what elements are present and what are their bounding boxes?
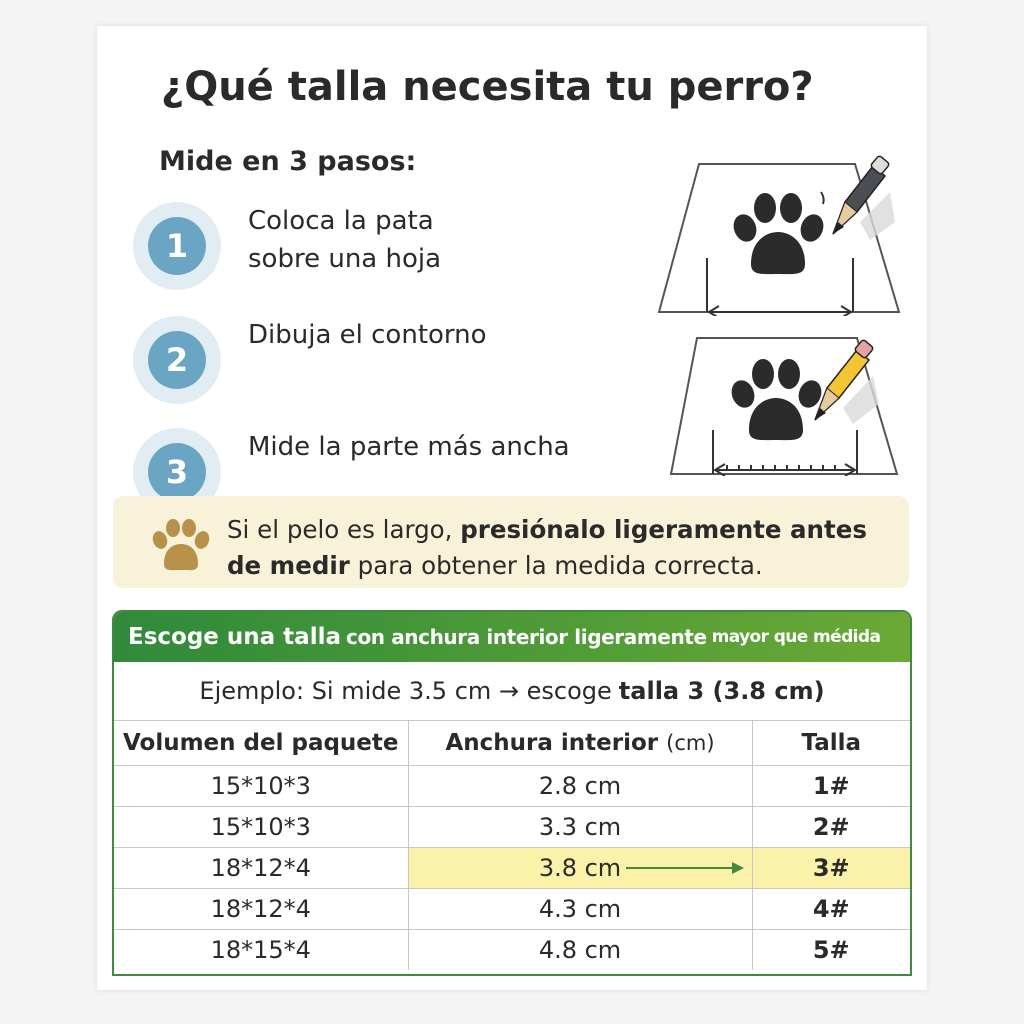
arrow-right-icon <box>626 860 744 876</box>
banner-text-part1: Escoge una talla <box>128 624 341 650</box>
paw-measuring-illustration <box>667 324 903 476</box>
step-badge <box>133 202 221 290</box>
example-bold: talla 3 (3.8 cm) <box>618 677 825 705</box>
tip-text-bold: presiónalo ligeramente antes de medir <box>227 515 867 580</box>
cell-size: 1# <box>752 766 910 807</box>
cell-width: 4.8 cm <box>408 930 752 971</box>
paw-tracing-illustration <box>655 152 905 316</box>
size-table-box <box>112 610 912 976</box>
tip-box <box>113 496 909 588</box>
cell-width <box>408 848 752 889</box>
tip-text-part1: Si el pelo es largo, <box>227 515 461 544</box>
example-text: Ejemplo: Si mide 3.5 cm → escoge <box>199 677 612 705</box>
banner-text-part2: con anchura interior ligeramente <box>346 625 707 649</box>
cell-package: 18*15*4 <box>114 930 408 971</box>
table-banner <box>114 612 910 662</box>
step-text-line: Coloca la pata <box>248 206 434 236</box>
cell-size: 3# <box>752 848 910 889</box>
step-number: 1 <box>148 217 206 275</box>
banner-text-part3: mayor que médida <box>711 627 881 647</box>
cell-width: 3.3 cm <box>408 807 752 848</box>
step-2 <box>133 316 603 406</box>
cell-size: 2# <box>752 807 910 848</box>
step-text <box>248 316 598 354</box>
size-table <box>114 721 910 970</box>
step-number: 3 <box>148 443 206 501</box>
table-row <box>114 930 910 971</box>
step-text-line: Dibuja el contorno <box>248 320 487 350</box>
header-package: Volumen del paquete <box>114 721 408 766</box>
cell-package: 15*10*3 <box>114 807 408 848</box>
paw-icon <box>151 518 211 572</box>
table-row <box>114 889 910 930</box>
step-text-line: Mide la parte más ancha <box>248 432 570 462</box>
cell-package: 18*12*4 <box>114 889 408 930</box>
cell-size: 4# <box>752 889 910 930</box>
cell-package: 18*12*4 <box>114 848 408 889</box>
table-row-highlighted <box>114 848 910 889</box>
example-line <box>114 662 910 721</box>
table-row <box>114 766 910 807</box>
step-1 <box>133 202 603 292</box>
step-text <box>248 428 598 466</box>
cell-width: 4.3 cm <box>408 889 752 930</box>
cell-package: 15*10*3 <box>114 766 408 807</box>
step-badge <box>133 316 221 404</box>
step-text-line: sobre una hoja <box>248 244 442 274</box>
table-row <box>114 807 910 848</box>
tip-text <box>227 512 902 584</box>
header-size: Talla <box>752 721 910 766</box>
cell-width: 2.8 cm <box>408 766 752 807</box>
cell-size: 5# <box>752 930 910 971</box>
tip-text-part2: para obtener la medida correcta. <box>349 551 763 580</box>
step-number: 2 <box>148 331 206 389</box>
header-width <box>408 721 752 766</box>
step-text <box>248 202 598 278</box>
page-title: ¿Qué talla necesita tu perro? <box>161 64 814 110</box>
header-width-unit: (cm) <box>666 731 715 755</box>
steps-heading: Mide en 3 pasos: <box>159 146 417 177</box>
header-width-label: Anchura interior <box>445 730 659 756</box>
table-header-row <box>114 721 910 766</box>
cell-width-value: 3.8 cm <box>538 854 622 882</box>
size-guide-card <box>97 26 927 990</box>
